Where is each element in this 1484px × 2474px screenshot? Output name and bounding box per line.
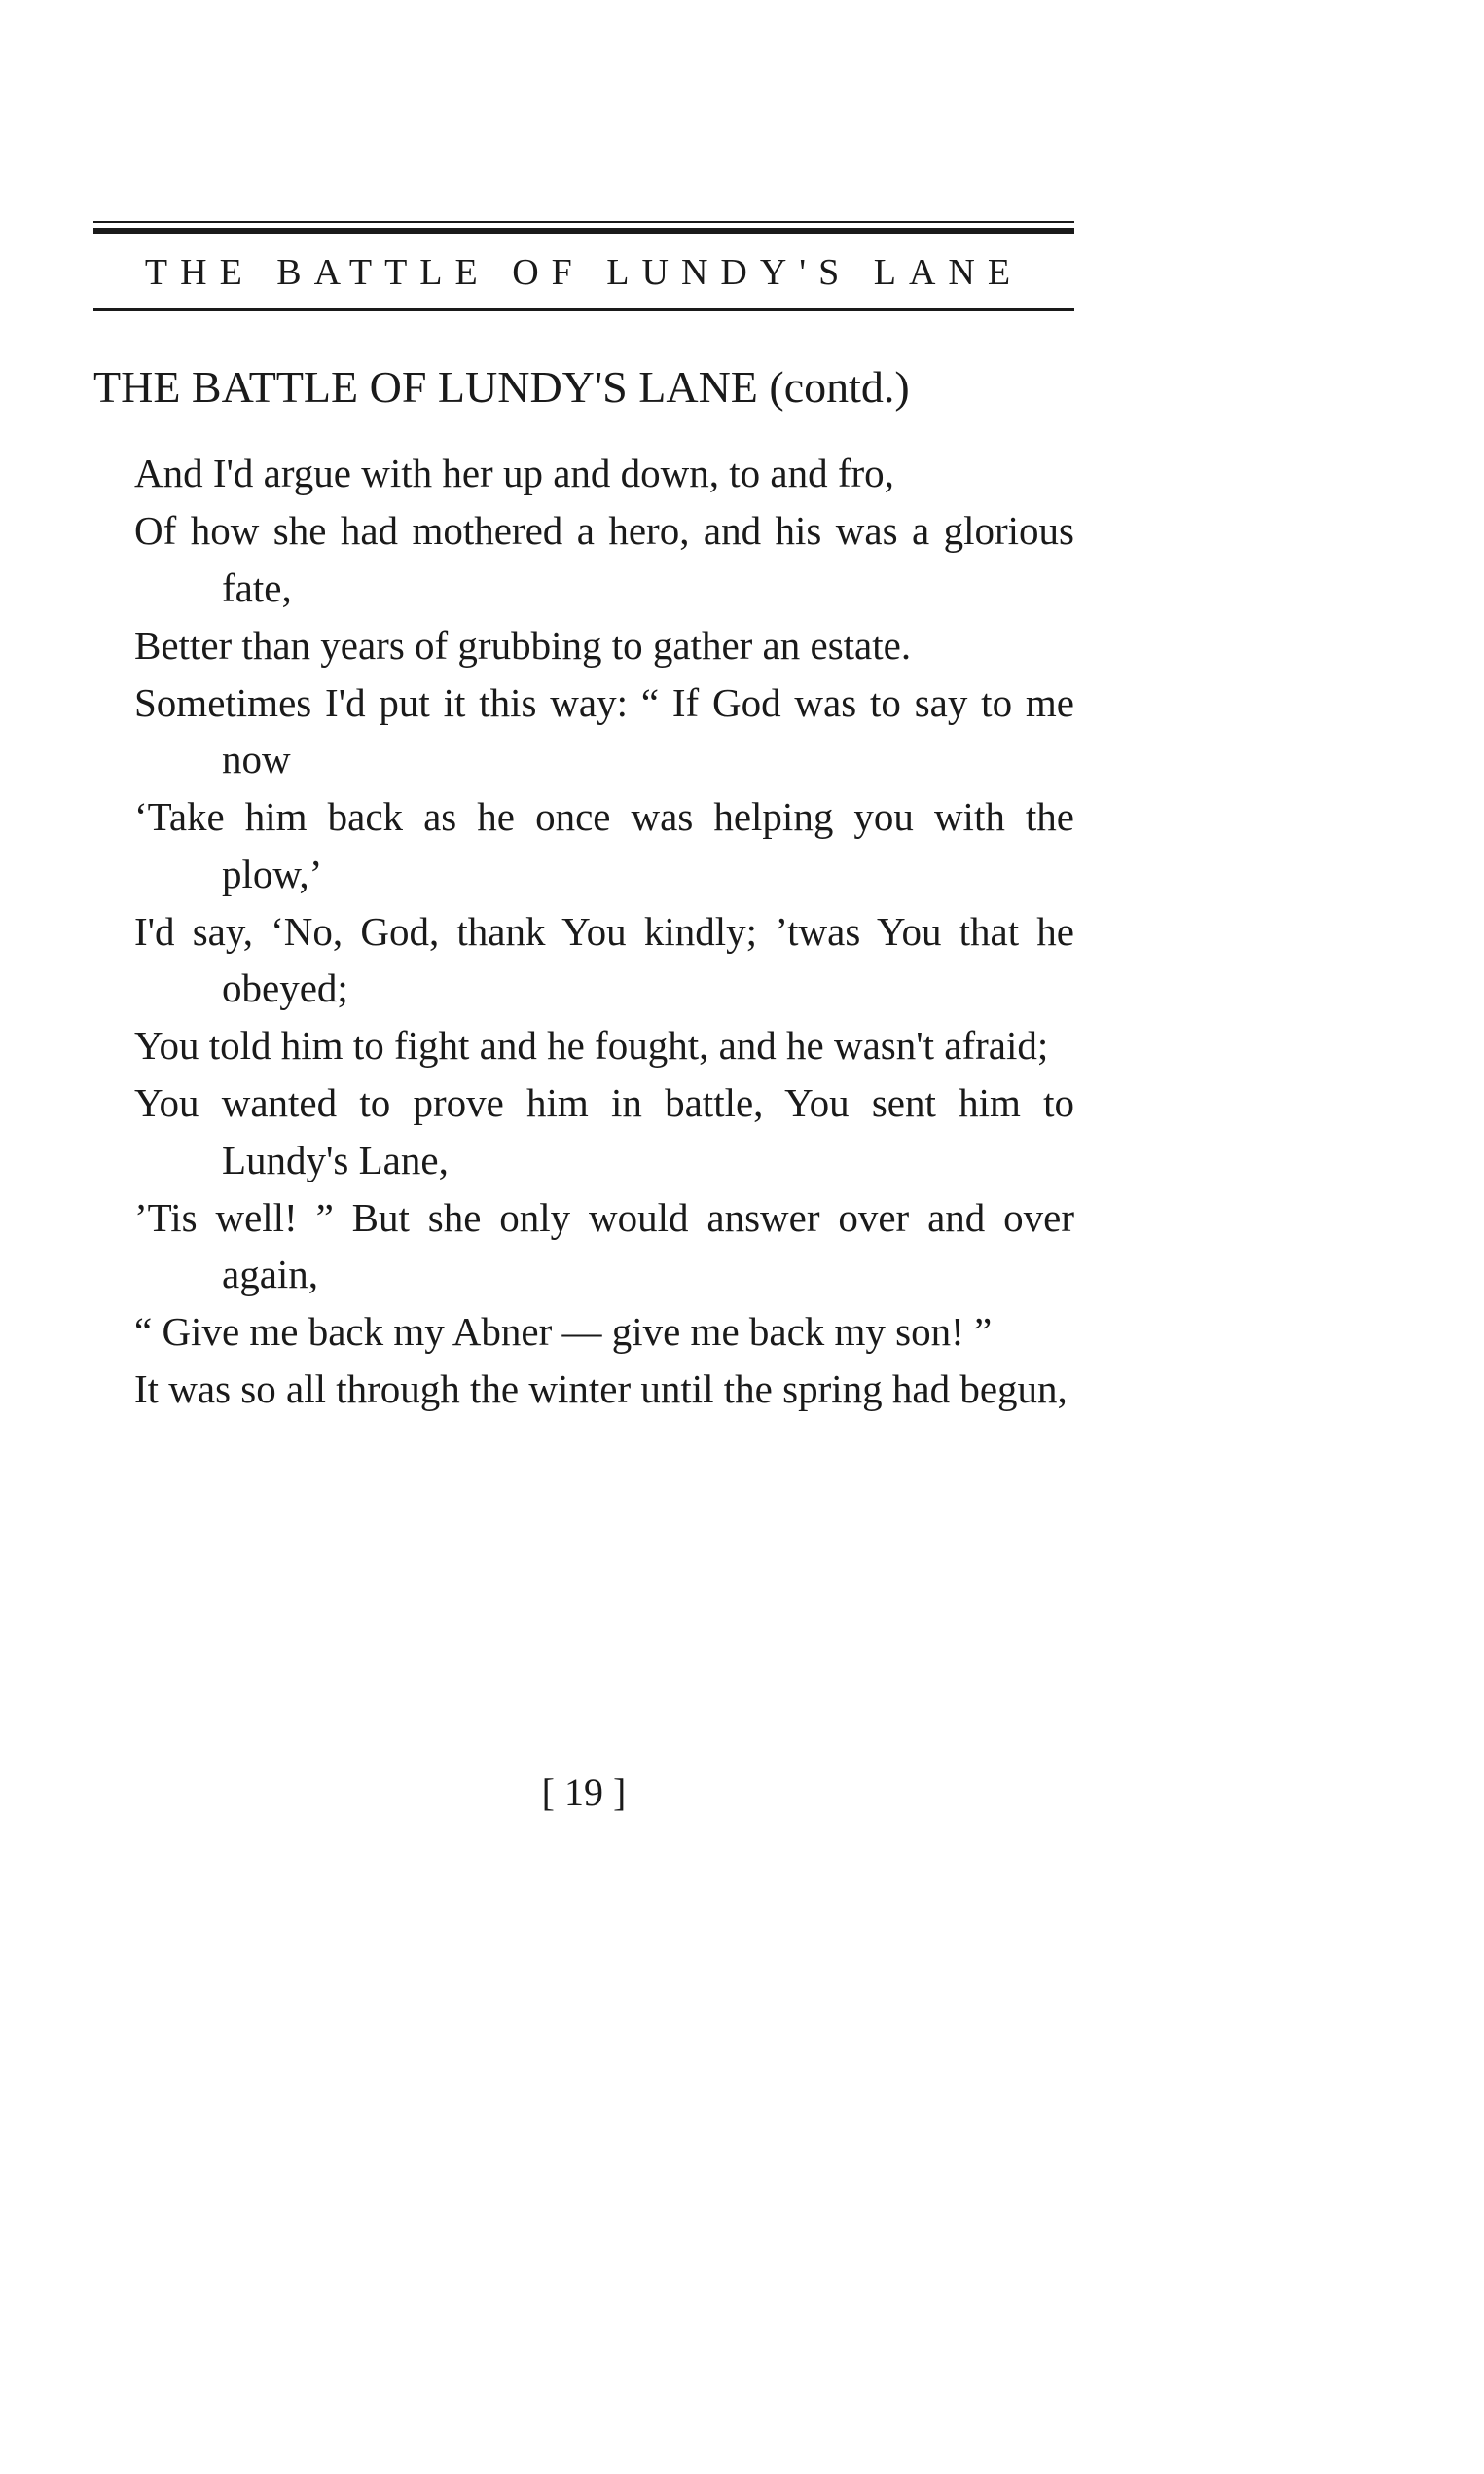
header-rule-thin [93, 221, 1074, 223]
running-head: THE BATTLE OF LUNDY'S LANE [144, 252, 1024, 293]
verse-line: ’Tis well! ” But she only would answer over and over again, [134, 1194, 1074, 1296]
verse-line: ‘Take him back as he once was helping you with the plow,’ [134, 794, 1074, 896]
header-rule-bottom [93, 308, 1074, 311]
poem-title: THE BATTLE OF LUNDY'S LANE (contd.) [93, 362, 910, 412]
verse-line: Of how she had mothered a hero, and his was a glorious fate, [134, 508, 1074, 610]
header-rule-thick [93, 228, 1074, 234]
verse-line: Sometimes I'd put it this way: “ If God was to say to me now [134, 679, 1074, 782]
verse-line: You wanted to prove him in battle, You sent him to Lundy's Lane, [134, 1080, 1074, 1182]
poem-verse [134, 445, 1074, 1418]
verse-line: Better than years of grubbing to gather an estate. [134, 622, 912, 668]
verse-line: You told him to fight and he fought, and he wasn't afraid; [134, 1023, 1049, 1068]
page-number: [ 19 ] [541, 1770, 627, 1814]
verse-line: I'd say, ‘No, God, thank You kindly; ’twas You that he obeyed; [134, 908, 1074, 1010]
verse-line: It was so all through the winter until the spring had begun, [134, 1366, 1068, 1411]
verse-line: And I'd argue with her up and down, to and fro, [134, 451, 894, 495]
verse-line: “ Give me back my Abner — give me back my son! ” [134, 1309, 993, 1354]
